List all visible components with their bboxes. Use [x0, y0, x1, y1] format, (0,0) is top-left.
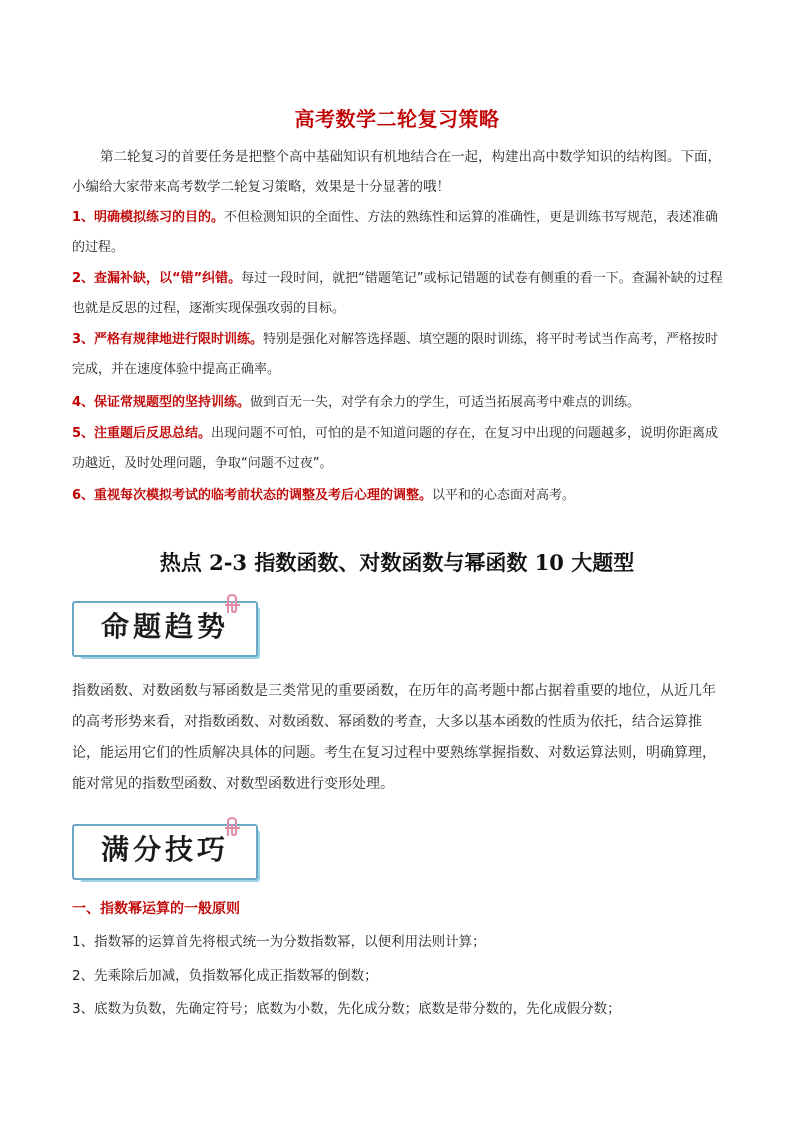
- paperclip-icon: [222, 593, 244, 615]
- rules-heading: 一、指数幂运算的一般原则: [72, 901, 240, 917]
- strategy-body: 不但检测知识的全面性、方法的熟练性和运算的准确性，更是训练书写规范，表述准确的过程。: [72, 210, 719, 255]
- strategy-lead: 2、查漏补缺，以“错”纠错。: [72, 271, 242, 286]
- strategy-lead: 4、保证常规题型的坚持训练。: [72, 395, 251, 410]
- banner-label: 满分技巧: [100, 833, 229, 866]
- strategy-item: [72, 481, 727, 511]
- skills-banner: [72, 816, 267, 884]
- strategy-body: 做到百无一失，对学有余力的学生，可适当拓展高考中难点的训练。: [250, 395, 641, 410]
- section-title: 热点 2-3 指数函数、对数函数与幂函数 10 大题型: [159, 550, 635, 575]
- strategy-lead: 5、注重题后反思总结。: [72, 426, 212, 441]
- rule-item: 3、底数为负数，先确定符号；底数为小数，先化成分数；底数是带分数的，先化成假分数；: [72, 1001, 621, 1017]
- trend-paragraph: 指数函数、对数函数与幂函数是三类常见的重要函数，在历年的高考题中都占据着重要的地位，从近几年的高考形势来看，对指数函数、对数函数、幂函数的考查，大多以基本函数的性质为依托，结合运算推论，能运用它们的性质解决具体的问题。考生在复习过程中要熟练掌握指数、对数运算法则，明确算理，能对常见的指数型函数、对数型函数进行变形处理。: [72, 683, 716, 792]
- strategy-lead: 6、重视每次模拟考试的临考前状态的调整及考后心理的调整。: [72, 488, 433, 503]
- intro-paragraph: 第二轮复习的首要任务是把整个高中基础知识有机地结合在一起，构建出高中数学知识的结构图。下面，小编给大家带来高考数学二轮复习策略，效果是十分显著的哦！: [72, 149, 721, 195]
- strategy-item: [72, 419, 727, 479]
- rule-item: 2、先乘除后加减，负指数幂化成正指数幂的倒数；: [72, 968, 378, 984]
- paperclip-icon: [222, 816, 244, 838]
- strategy-item: [72, 325, 727, 385]
- strategy-item: [72, 203, 727, 263]
- strategy-lead: 1、明确模拟练习的目的。: [72, 210, 225, 225]
- banner-label: 命题趋势: [100, 610, 229, 643]
- strategy-item: [72, 264, 727, 324]
- page-title: 高考数学二轮复习策略: [294, 107, 500, 131]
- strategy-lead: 3、严格有规律地进行限时训练。: [72, 332, 264, 347]
- strategy-item: [72, 388, 727, 418]
- strategy-body: 特别是强化对解答选择题、填空题的限时训练，将平时考试当作高考，严格按时完成，并在速度体验中提高正确率。: [72, 332, 719, 377]
- rule-item: 1、指数幂的运算首先将根式统一为分数指数幂，以便利用法则计算；: [72, 934, 486, 950]
- trend-banner: [72, 593, 267, 661]
- strategy-body: 出现问题不可怕，可怕的是不知道问题的存在，在复习中出现的问题越多，说明你距离成功越近，及时处理问题，争取“问题不过夜”。: [72, 426, 719, 471]
- strategy-body: 以平和的心态面对高考。: [432, 488, 576, 503]
- strategy-body: 每过一段时间，就把“错题笔记”或标记错题的试卷有侧重的看一下。查漏补缺的过程也就是反思的过程，逐渐实现保强攻弱的目标。: [72, 271, 723, 316]
